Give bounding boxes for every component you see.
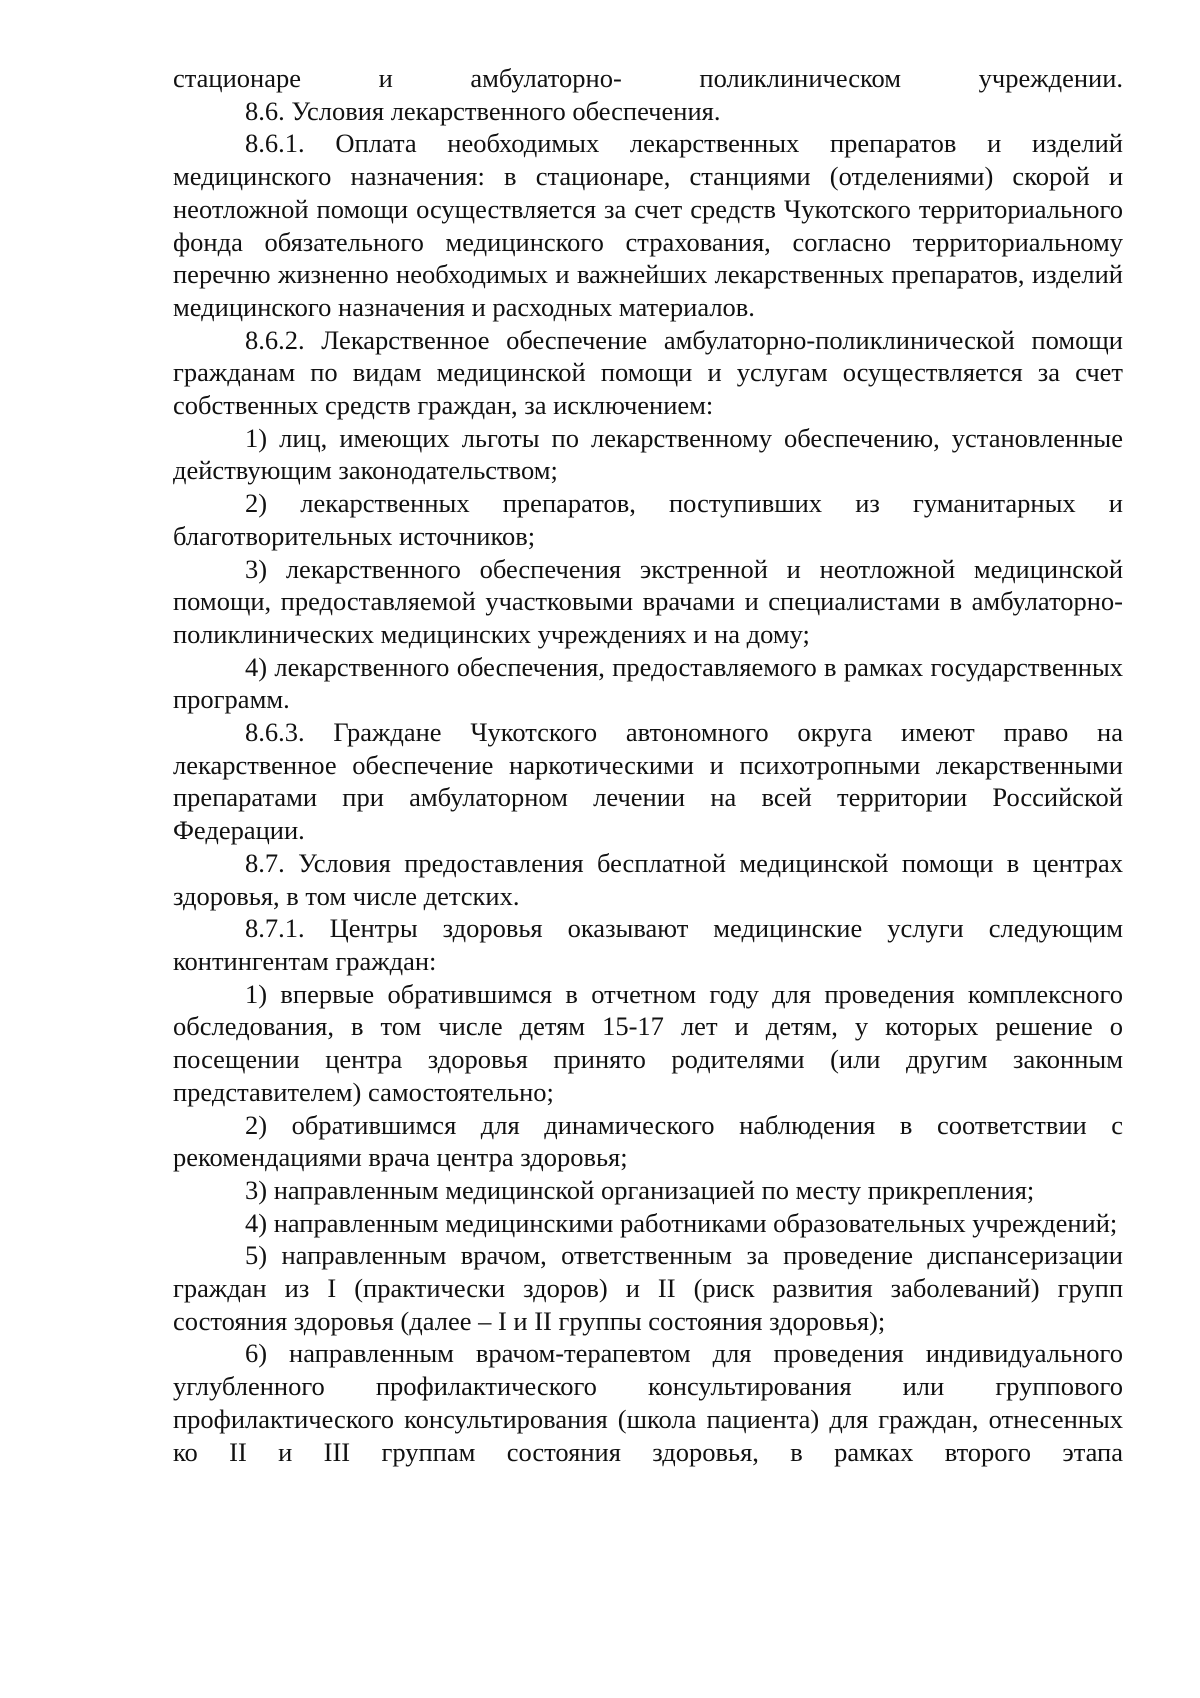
paragraph-8-7-1: 8.7.1. Центры здоровья оказывают медицинские услуги следующим контингентам граждан: — [173, 913, 1123, 976]
list-item-8-7-1-3: 3) направленным медицинской организацией по месту прикрепления; — [245, 1174, 1035, 1205]
document-page — [173, 62, 1123, 1468]
section-heading-8-7: 8.7. Условия предоставления бесплатной медицинской помощи в центрах здоровья, в том числе детских. — [173, 847, 1123, 911]
list-item-8-6-2-2: 2) лекарственных препаратов, поступивших из гуманитарных и благотворительных источников; — [173, 488, 1123, 551]
paragraph-8-6-2: 8.6.2. Лекарственное обеспечение амбулаторно-поликлинической помощи гражданам по видам медицинской помощи и услугам осуществляется за счет собственных средств граждан, за исключением: — [173, 324, 1123, 421]
paragraph-8-6-3: 8.6.3. Граждане Чукотского автономного округа имеют право на лекарственное обеспечение наркотическими и психотропными лекарственными препаратами при амбулаторном лечении на всей территории Российской Федерации. — [173, 717, 1123, 846]
list-item-8-6-2-4: 4) лекарственного обеспечения, предоставляемого в рамках государственных программ. — [173, 651, 1123, 715]
list-item-8-6-2-1: 1) лиц, имеющих льготы по лекарственному обеспечению, установленные действующим законодательством; — [173, 422, 1123, 486]
list-item-8-6-2-3: 3) лекарственного обеспечения экстренной и неотложной медицинской помощи, предоставляемой участковыми врачами и специалистами в амбулаторно-поликлинических медицинских учреждениях и на дому; — [173, 553, 1123, 649]
list-item-8-7-1-5: 5) направленным врачом, ответственным за проведение диспансеризации граждан из I (практически здоров) и II (риск развития заболеваний) групп состояния здоровья (далее – I и II группы состояния здоровья); — [173, 1240, 1123, 1336]
section-heading-8-6: 8.6. Условия лекарственного обеспечения. — [245, 95, 721, 126]
list-item-8-7-1-4: 4) направленным медицинскими работниками образовательных учреждений; — [245, 1207, 1118, 1238]
paragraph-8-6-1: 8.6.1. Оплата необходимых лекарственных препаратов и изделий медицинского назначения: в стационаре, станциями (отделениями) скорой и неотложной помощи осуществляется за счет средств Чукотского территориального фонда обязательного медицинского страхования, согласно территориальному перечню жизненно необходимых и важнейших лекарственных препаратов, изделий медицинского назначения и расходных материалов. — [173, 128, 1123, 322]
list-item-8-7-1-2: 2) обратившимся для динамического наблюдения в соответствии с рекомендациями врача центра здоровья; — [173, 1109, 1123, 1173]
list-item-8-7-1-6: 6) направленным врачом-терапевтом для проведения индивидуального углубленного профилактического консультирования или группового профилактического консультирования (школа пациента) для граждан, отнесенных ко II и III группам состояния здоровья, в рамках второго этапа — [173, 1338, 1123, 1467]
paragraph-continuation: стационаре и амбулаторно- поликлиническом учреждении. — [173, 63, 1123, 93]
list-item-8-7-1-1: 1) впервые обратившимся в отчетном году для проведения комплексного обследования, в том числе детям 15-17 лет и детям, у которых решение о посещении центра здоровья принято родителями (или другим законным представителем) самостоятельно; — [173, 978, 1123, 1107]
